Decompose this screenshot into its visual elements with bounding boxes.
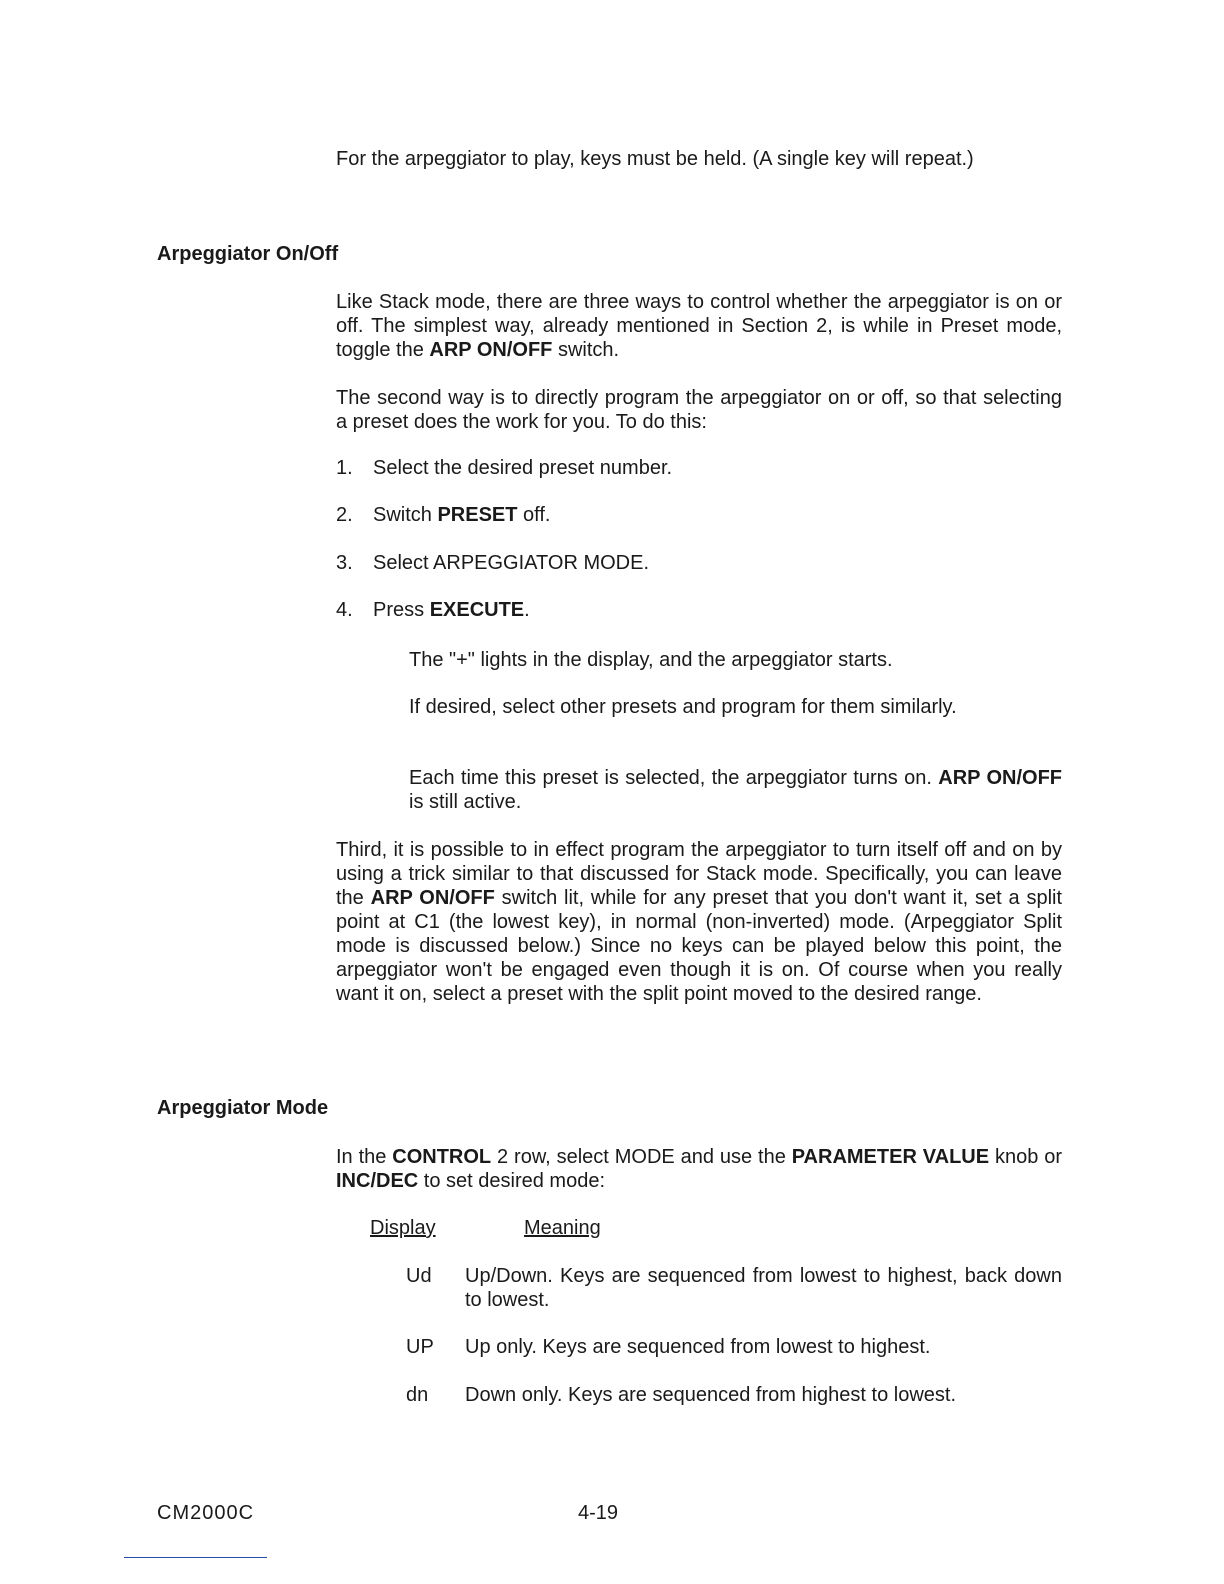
text-run: Third, it is possible to in effect program the arpeggiator to turn itself off and on by using a trick similar to that discussed for Stack mode. Specifically, you can leave the <box>336 839 1062 909</box>
control-name-arp-onoff: ARP ON/OFF <box>938 767 1063 789</box>
mode-meaning-dn: Down only. Keys are sequenced from highest to lowest. <box>465 1384 956 1406</box>
step-3 <box>336 551 1062 575</box>
step-text: . <box>524 599 530 621</box>
control-name-control: CONTROL <box>392 1146 492 1168</box>
step-2 <box>336 503 1062 527</box>
footer-page-number: 4-19 <box>578 1502 619 1524</box>
control-name-arp-onoff: ARP ON/OFF <box>370 887 495 909</box>
text-run: Like Stack mode, there are three ways to control whether the arpeggiator is on or off. The simplest way, already mentioned in Section 2, is while in Preset mode, toggle the <box>336 291 1062 361</box>
mode-code-up: UP <box>406 1336 434 1358</box>
control-name-preset: PRESET <box>437 504 518 526</box>
step-4-note-1: The "+" lights in the display, and the arpeggiator starts. <box>409 649 893 671</box>
step-number: 4. <box>336 599 353 621</box>
step-number: 1. <box>336 457 353 479</box>
mode-paragraph <box>336 1145 1062 1193</box>
control-name-parameter-value: PARAMETER VALUE <box>791 1146 990 1168</box>
step-text: Select the desired preset number. <box>373 457 673 479</box>
footer-doc-id: CM2000C <box>157 1502 255 1524</box>
control-name-execute: EXECUTE <box>429 599 525 621</box>
text-run: knob or <box>989 1146 1062 1168</box>
table-header-display: Display <box>370 1217 436 1239</box>
intro-paragraph: For the arpeggiator to play, keys must be held. (A single key will repeat.) <box>336 148 974 170</box>
mode-meaning-up: Up only. Keys are sequenced from lowest to highest. <box>465 1336 931 1358</box>
text-run: switch. <box>552 339 620 361</box>
mode-code-ud: Ud <box>406 1265 432 1287</box>
step-4 <box>336 598 1062 622</box>
control-name-arp-onoff: ARP ON/OFF <box>429 339 553 361</box>
table-header-meaning: Meaning <box>524 1217 601 1239</box>
onoff-paragraph-2: The second way is to directly program the arpeggiator on or off, so that selecting a preset does the work for you. To do this: <box>336 387 1062 433</box>
section-heading-arpeggiator-mode: Arpeggiator Mode <box>157 1097 329 1119</box>
step-number: 3. <box>336 552 353 574</box>
onoff-paragraph-1 <box>336 290 1062 362</box>
mode-meaning-ud: Up/Down. Keys are sequenced from lowest to highest, back down to lowest. <box>465 1265 1062 1311</box>
mode-code-dn: dn <box>406 1384 429 1406</box>
text-run: 2 row, select MODE and use the <box>491 1146 792 1168</box>
text-run: In the <box>336 1146 393 1168</box>
text-run: is still active. <box>409 791 522 813</box>
control-name-inc-dec: INC/DEC <box>336 1170 419 1192</box>
step-text: Switch <box>373 504 438 526</box>
step-1 <box>336 456 1062 480</box>
step-4-note-2: If desired, select other presets and program for them similarly. <box>409 696 957 718</box>
text-run: Each time this preset is selected, the arpeggiator turns on. <box>409 767 939 789</box>
step-text: Press <box>373 599 430 621</box>
footer-rule <box>124 1557 267 1558</box>
onoff-paragraph-3 <box>336 838 1062 1006</box>
step-number: 2. <box>336 504 353 526</box>
step-text: Select ARPEGGIATOR MODE. <box>373 552 649 574</box>
step-4-note-3 <box>409 766 1062 814</box>
text-run: switch lit, while for any preset that you don't want it, set a split point at C1 (the lowest key), in normal (non-inverted) mode. (Arpeggiator Split mode is discussed below.) Since no keys can be played below this point, the arpeggiator won't be engaged even though it is on. Of course when you really want it on, select a preset with the split point moved to the desired range. <box>336 887 1063 1005</box>
text-run: to set desired mode: <box>418 1170 606 1192</box>
section-heading-arpeggiator-onoff: Arpeggiator On/Off <box>157 243 339 265</box>
step-text: off. <box>517 504 551 526</box>
